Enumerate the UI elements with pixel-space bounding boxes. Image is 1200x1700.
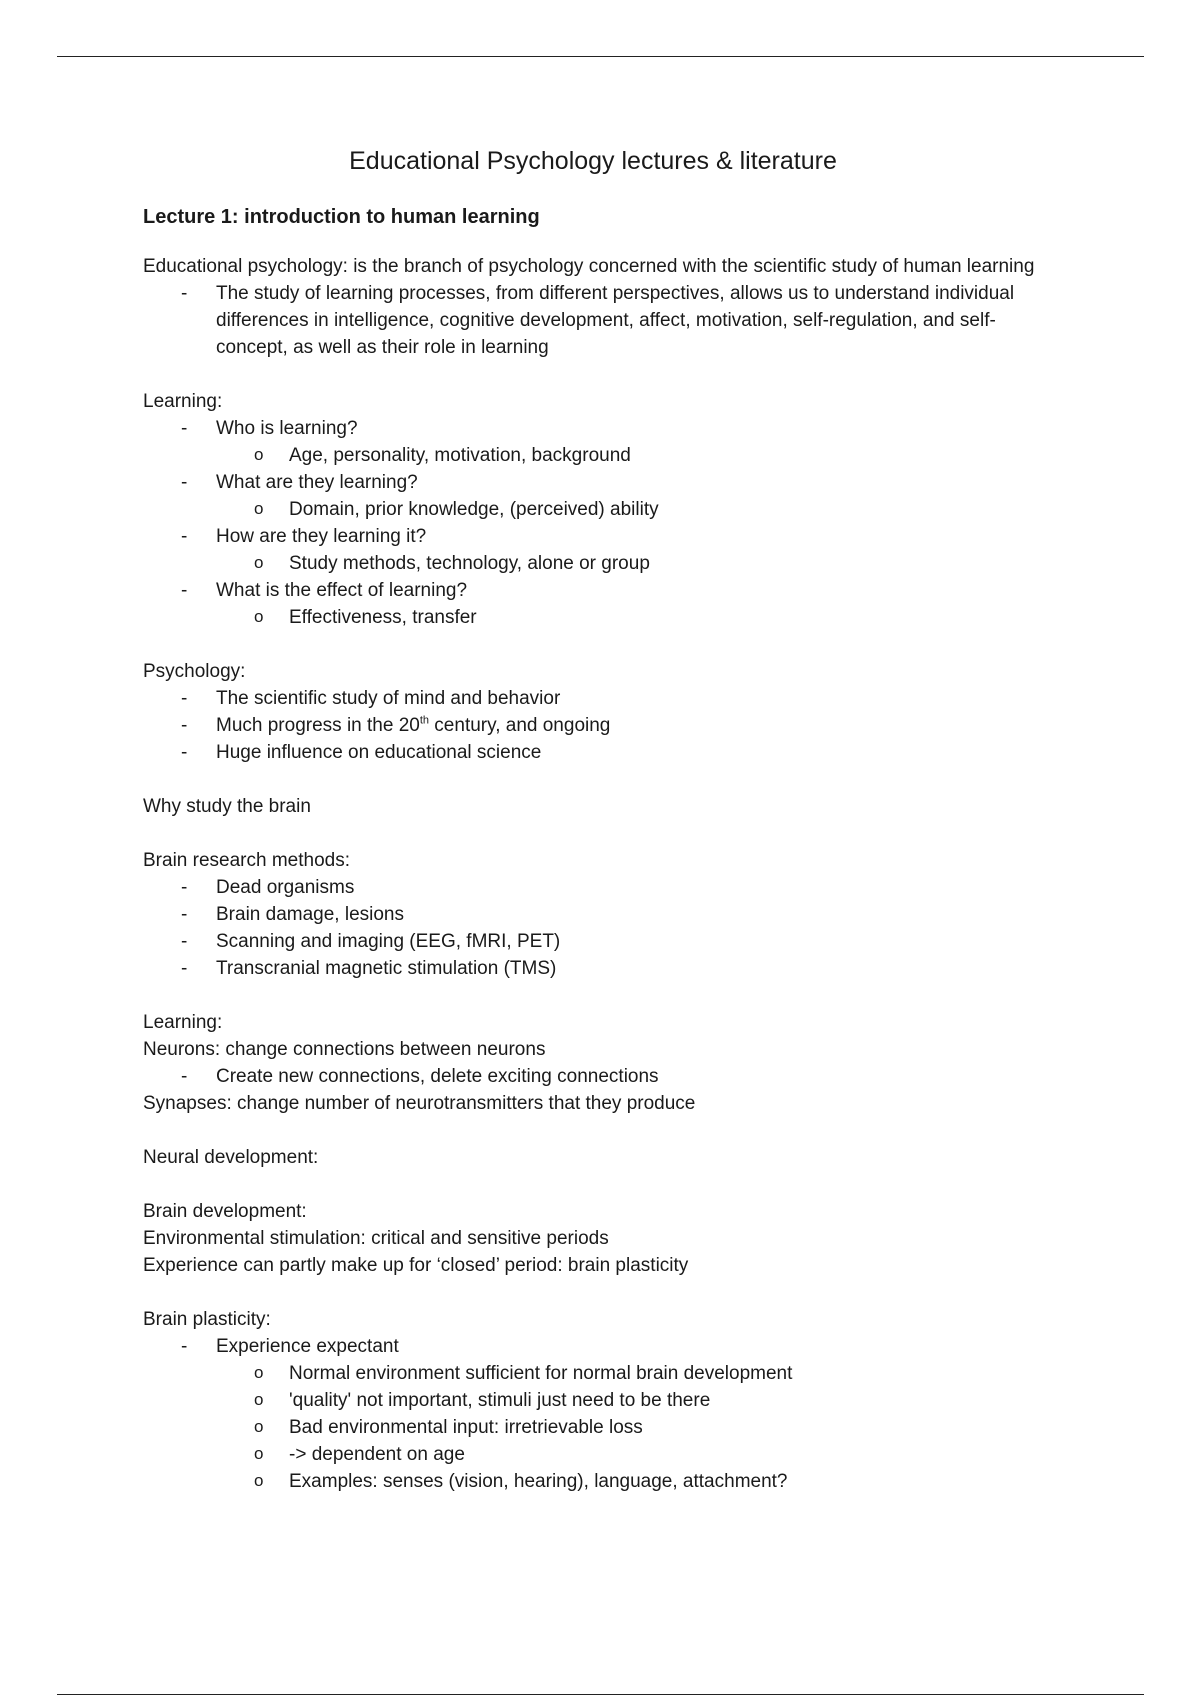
- list-item: - Much progress in the 20th century, and ongoing: [143, 712, 1043, 739]
- sub-list-item: o Age, personality, motivation, background: [143, 442, 1043, 469]
- sub-list-item: o Bad environmental input: irretrievable loss: [143, 1414, 1043, 1441]
- learning2-label: Learning:: [143, 1012, 223, 1033]
- learning-label: Learning:: [143, 391, 223, 412]
- brain-development-line: Environmental stimulation: critical and sensitive periods: [143, 1228, 609, 1249]
- sub-list-item: o Examples: senses (vision, hearing), language, attachment?: [143, 1468, 1043, 1495]
- list-item: - How are they learning it?: [143, 523, 1043, 550]
- document-body: [143, 145, 1043, 1495]
- brain-development-line: Experience can partly make up for ‘closed’ period: brain plasticity: [143, 1255, 689, 1276]
- plasticity-label: Brain plasticity:: [143, 1309, 271, 1330]
- definition-list: [143, 280, 1043, 361]
- sub-list-item: o Study methods, technology, alone or group: [143, 550, 1043, 577]
- psychology-label: Psychology:: [143, 661, 246, 682]
- methods-list: [143, 874, 1043, 982]
- sub-list-item: o -> dependent on age: [143, 1441, 1043, 1468]
- methods-label: Brain research methods:: [143, 850, 350, 871]
- top-rule: [57, 56, 1144, 57]
- list-item: - Brain damage, lesions: [143, 901, 1043, 928]
- document-title: Educational Psychology lectures & literature: [349, 147, 837, 175]
- list-item: - Scanning and imaging (EEG, fMRI, PET): [143, 928, 1043, 955]
- sub-list-item: o 'quality' not important, stimuli just need to be there: [143, 1387, 1043, 1414]
- sub-list-item: o Normal environment sufficient for normal brain development: [143, 1360, 1043, 1387]
- learning-list: [143, 415, 1043, 442]
- synapses-text: Synapses: change number of neurotransmitters that they produce: [143, 1093, 696, 1114]
- plasticity-list: [143, 1333, 1043, 1360]
- neurons-list: [143, 1063, 1043, 1090]
- list-item: - Transcranial magnetic stimulation (TMS): [143, 955, 1043, 982]
- plasticity-sublist: [143, 1360, 1043, 1495]
- list-item: - The study of learning processes, from different perspectives, allows us to understand individual differences in intelligence, cognitive development, affect, motivation, self-regulation, and self-concept, as well as their role in learning: [143, 280, 1043, 361]
- why-brain-text: Why study the brain: [143, 796, 311, 817]
- list-item: - What are they learning?: [143, 469, 1043, 496]
- list-item: - Experience expectant: [143, 1333, 1043, 1360]
- neurons-text: Neurons: change connections between neurons: [143, 1039, 546, 1060]
- list-item: - Create new connections, delete exciting connections: [143, 1063, 1043, 1090]
- learning-sublist: [143, 442, 1043, 469]
- definition-text: Educational psychology: is the branch of psychology concerned with the scientific study of human learning: [143, 256, 1035, 277]
- sub-list-item: o Domain, prior knowledge, (perceived) ability: [143, 496, 1043, 523]
- sub-list-item: o Effectiveness, transfer: [143, 604, 1043, 631]
- list-item: - The scientific study of mind and behavior: [143, 685, 1043, 712]
- list-item: - Huge influence on educational science: [143, 739, 1043, 766]
- neural-development-label: Neural development:: [143, 1147, 319, 1168]
- bottom-rule: [57, 1694, 1144, 1695]
- list-item: - Dead organisms: [143, 874, 1043, 901]
- brain-development-label: Brain development:: [143, 1201, 307, 1222]
- list-item: - Who is learning?: [143, 415, 1043, 442]
- list-item: - What is the effect of learning?: [143, 577, 1043, 604]
- psychology-list: [143, 685, 1043, 766]
- lecture-heading: Lecture 1: introduction to human learning: [143, 206, 540, 228]
